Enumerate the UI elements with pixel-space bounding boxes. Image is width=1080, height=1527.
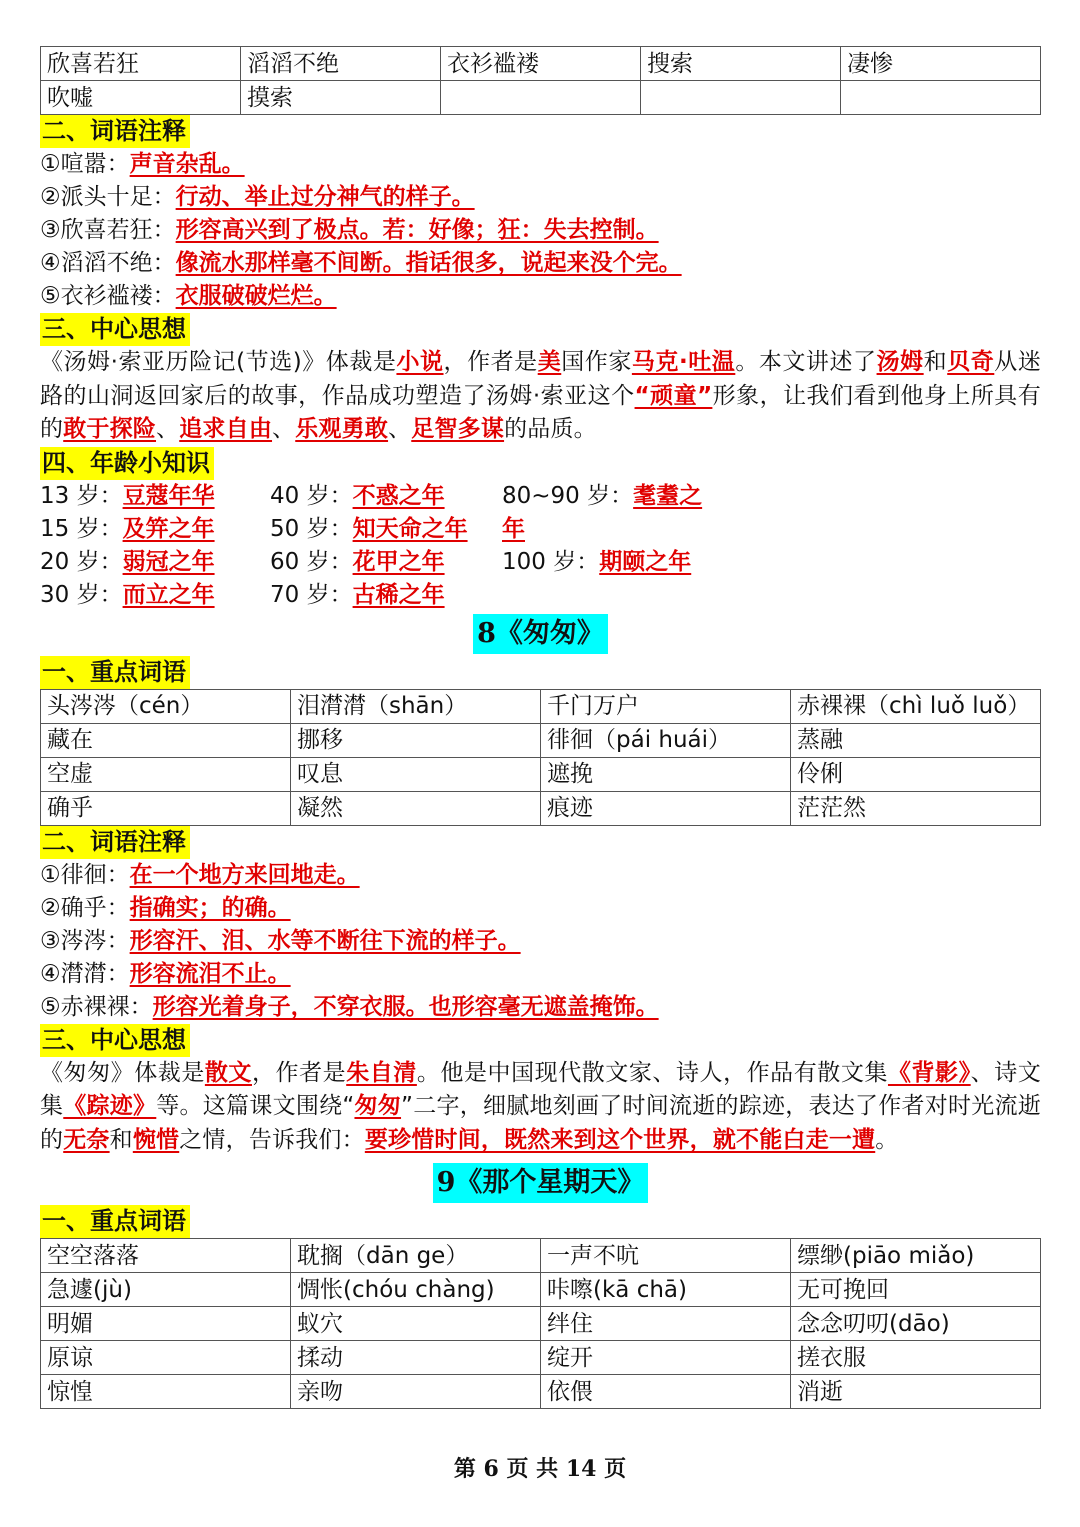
table-cell: 滔滔不绝 xyxy=(241,47,441,81)
section-heading: 一、重点词语 xyxy=(40,1205,1041,1238)
table-cell: 念念叨叨(dāo) xyxy=(791,1307,1041,1341)
page-content xyxy=(40,46,1041,1409)
vocab-table-lesson9 xyxy=(40,1238,1041,1409)
section-heading: 三、中心思想 xyxy=(40,1024,1041,1057)
table-cell: 千门万户 xyxy=(541,689,791,723)
table-cell: 亲吻 xyxy=(291,1375,541,1409)
table-cell: 吹嘘 xyxy=(41,81,241,115)
central-idea-paragraph: 《匆匆》体裁是散文，作者是朱自清。他是中国现代散文家、诗人，作品有散文集《背影》、诗文集《踪迹》等。这篇课文围绕“匆匆”二字，细腻地刻画了时间流逝的踪迹，表达了作者对时光流逝的无奈和惋惜之情，告诉我们：要珍惜时间，既然来到这个世界，就不能白走一遭。 xyxy=(40,1059,1042,1153)
note-item: ④滔滔不绝：像流水那样毫不间断。指话很多，说起来没个完。 xyxy=(40,250,682,276)
table-cell: 消逝 xyxy=(791,1375,1041,1409)
vocab-table-lesson7 xyxy=(40,46,1041,115)
table-cell: 耽搁（dān ge） xyxy=(291,1239,541,1273)
table-cell: 绽开 xyxy=(541,1341,791,1375)
table-cell: 蒸融 xyxy=(791,723,1041,757)
table-cell: 搜索 xyxy=(641,47,841,81)
note-item: ①徘徊：在一个地方来回地走。 xyxy=(40,861,360,888)
age-row: 15 岁：及笄之年 50 岁：知天命之年 年 xyxy=(40,515,525,542)
section-heading: 二、词语注释 xyxy=(40,115,1041,148)
table-row xyxy=(41,757,1041,791)
table-cell: 凝然 xyxy=(291,791,541,825)
table-cell: 惊惶 xyxy=(41,1375,291,1409)
table-cell: 确乎 xyxy=(41,791,291,825)
note-item: ⑤衣衫褴褛：衣服破破烂烂。 xyxy=(40,283,337,309)
table-cell: 痕迹 xyxy=(541,791,791,825)
vocab-table-lesson8 xyxy=(40,689,1041,826)
table-cell: 搓衣服 xyxy=(791,1341,1041,1375)
table-cell: 叹息 xyxy=(291,757,541,791)
section-heading: 四、年龄小知识 xyxy=(40,447,1041,480)
table-row xyxy=(41,1273,1041,1307)
note-item: ③涔涔：形容汗、泪、水等不断往下流的样子。 xyxy=(40,927,521,954)
table-row xyxy=(41,1239,1041,1273)
table-cell: 衣衫褴褛 xyxy=(441,47,641,81)
table-cell: 藏在 xyxy=(41,723,291,757)
table-cell: 原谅 xyxy=(41,1341,291,1375)
table-cell: 空空落落 xyxy=(41,1239,291,1273)
note-item: ③欣喜若狂：形容高兴到了极点。若：好像；狂：失去控制。 xyxy=(40,217,659,243)
page-number: 第 6 页 共 14 页 xyxy=(453,1456,627,1482)
section-heading: 三、中心思想 xyxy=(40,313,1041,346)
table-cell: 无可挽回 xyxy=(791,1273,1041,1307)
table-cell xyxy=(641,81,841,115)
table-cell: 茫茫然 xyxy=(791,791,1041,825)
table-row xyxy=(41,1307,1041,1341)
table-row xyxy=(41,81,1041,115)
age-row: 13 岁：豆蔻年华 40 岁：不惑之年 80~90 岁：耄耋之 xyxy=(40,482,703,509)
lesson-title: 9《那个星期天》 xyxy=(433,1163,649,1203)
central-idea-paragraph: 《汤姆·索亚历险记(节选)》体裁是小说，作者是美国作家马克·吐温。本文讲述了汤姆和贝奇从迷路的山洞返回家后的故事，作品成功塑造了汤姆·索亚这个“顽童”形象，让我们看到他身上所具有的敢于探险、追求自由、乐观勇敢、足智多谋的品质。 xyxy=(40,349,1042,442)
table-cell: 蚁穴 xyxy=(291,1307,541,1341)
table-cell: 依偎 xyxy=(541,1375,791,1409)
table-cell: 缥缈(piāo miǎo) xyxy=(791,1239,1041,1273)
table-cell: 凄惨 xyxy=(841,47,1041,81)
note-item: ④潸潸：形容流泪不止。 xyxy=(40,960,291,987)
table-row xyxy=(41,791,1041,825)
table-cell: 泪潸潸（shān） xyxy=(291,689,541,723)
table-row xyxy=(41,47,1041,81)
section-heading: 一、重点词语 xyxy=(40,656,1041,689)
age-row: 30 岁：而立之年 70 岁：古稀之年 xyxy=(40,581,445,608)
note-item: ②派头十足：行动、举止过分神气的样子。 xyxy=(40,184,475,210)
table-cell: 明媚 xyxy=(41,1307,291,1341)
table-row xyxy=(41,1341,1041,1375)
note-item: ⑤赤裸裸：形容光着身子，不穿衣服。也形容毫无遮盖掩饰。 xyxy=(40,993,659,1020)
table-cell: 一声不吭 xyxy=(541,1239,791,1273)
note-item: ②确乎：指确实；的确。 xyxy=(40,894,291,921)
lesson-title: 8《匆匆》 xyxy=(473,614,608,654)
table-row xyxy=(41,689,1041,723)
table-cell: 遮挽 xyxy=(541,757,791,791)
section-heading: 二、词语注释 xyxy=(40,826,1041,859)
table-cell: 赤裸裸（chì luǒ luǒ） xyxy=(791,689,1041,723)
table-row xyxy=(41,723,1041,757)
table-cell: 徘徊（pái huái） xyxy=(541,723,791,757)
table-cell xyxy=(441,81,641,115)
table-cell: 咔嚓(kā chā) xyxy=(541,1273,791,1307)
table-cell: 摸索 xyxy=(241,81,441,115)
table-cell: 头涔涔（cén） xyxy=(41,689,291,723)
table-cell: 急遽(jù) xyxy=(41,1273,291,1307)
table-cell: 欣喜若狂 xyxy=(41,47,241,81)
age-row: 20 岁：弱冠之年 60 岁：花甲之年 100 岁：期颐之年 xyxy=(40,548,692,575)
table-cell: 绊住 xyxy=(541,1307,791,1341)
table-cell: 空虚 xyxy=(41,757,291,791)
note-item: ①喧嚣：声音杂乱。 xyxy=(40,151,245,177)
table-cell xyxy=(841,81,1041,115)
table-row xyxy=(41,1375,1041,1409)
table-cell: 惆怅(chóu chàng) xyxy=(291,1273,541,1307)
table-cell: 揉动 xyxy=(291,1341,541,1375)
table-cell: 挪移 xyxy=(291,723,541,757)
table-cell: 伶俐 xyxy=(791,757,1041,791)
